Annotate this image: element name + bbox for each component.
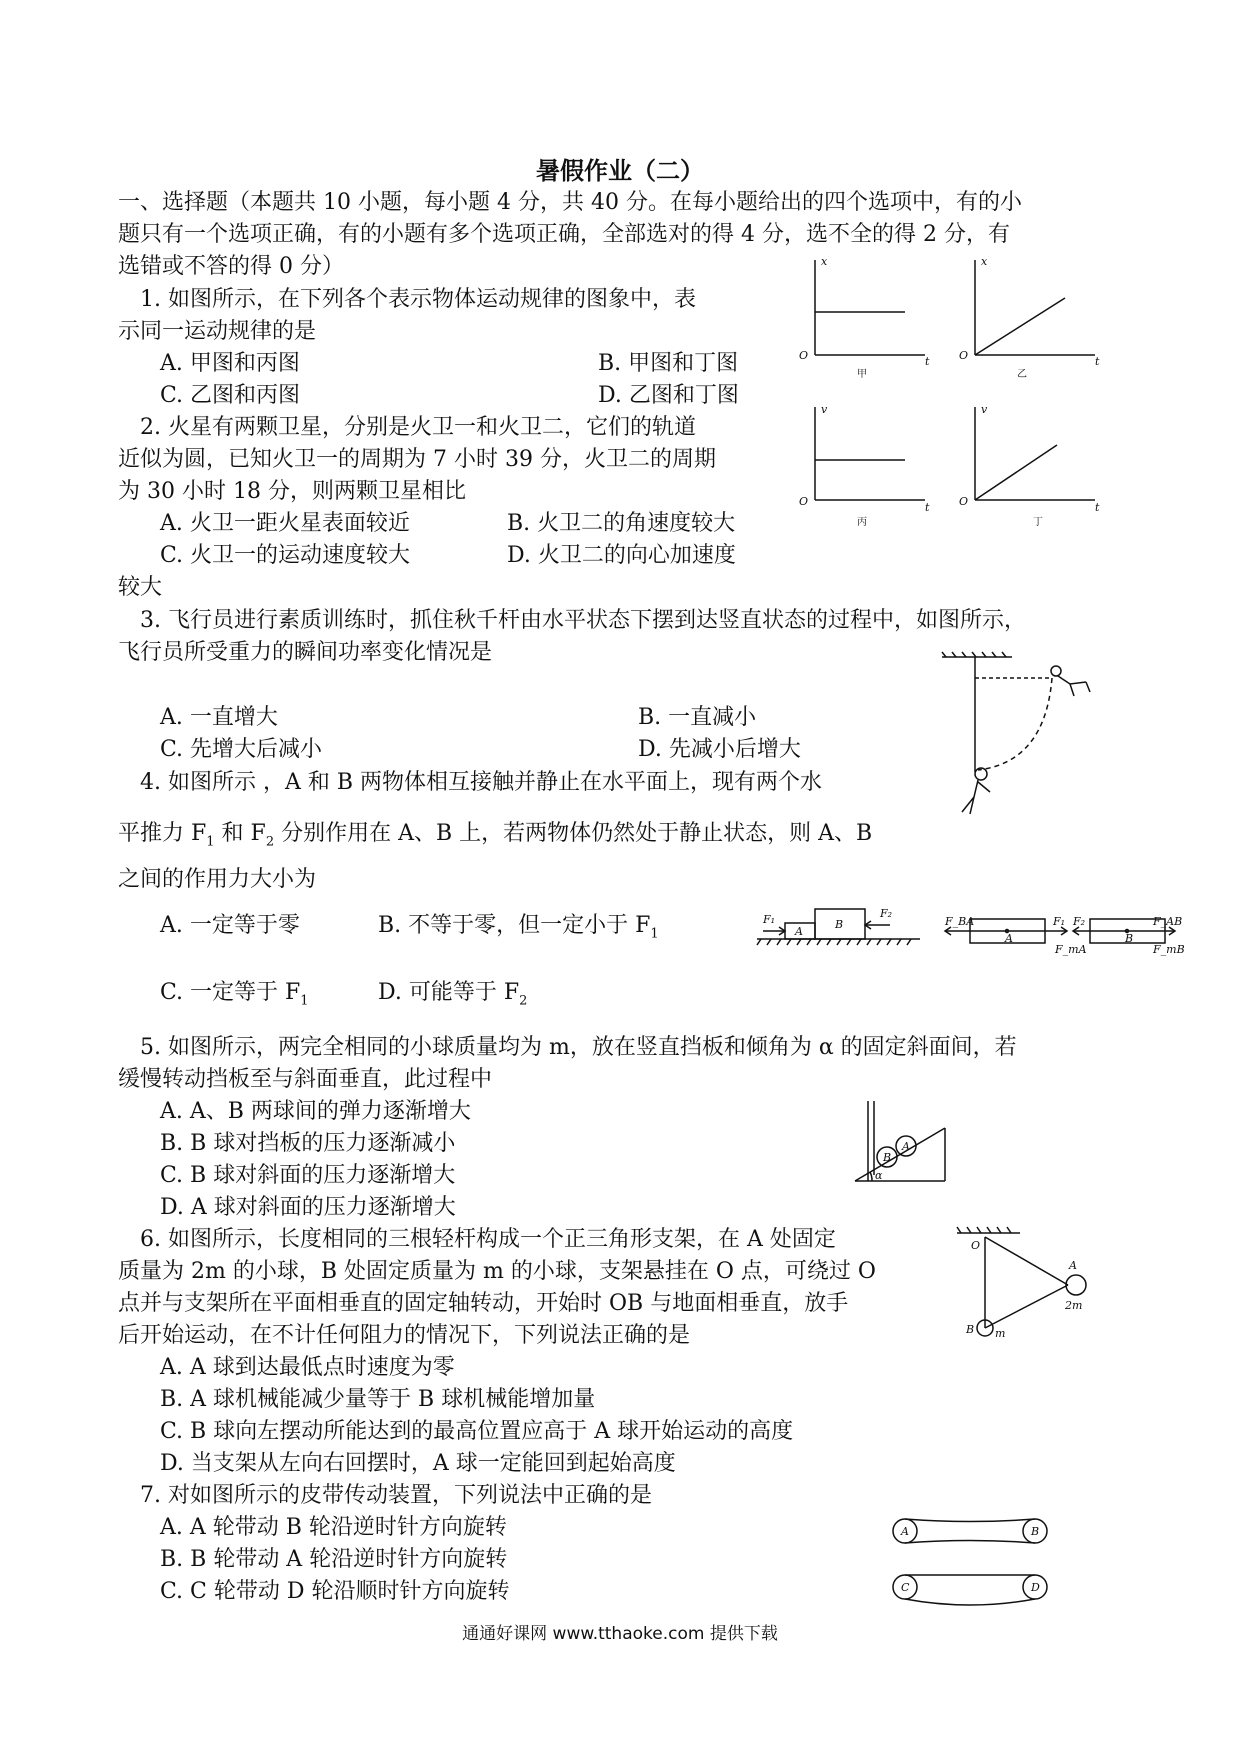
- alpha-label: α: [875, 1169, 883, 1182]
- graph-jia-label: 甲: [857, 369, 867, 380]
- pulley-b-label: B: [1031, 1525, 1040, 1538]
- q4-option-a: A. 一定等于零: [160, 913, 300, 938]
- fbd-a-label: A: [1005, 932, 1013, 945]
- q4-stem-line1: 4. 如图所示 ，A 和 B 两物体相互接触并静止在水平面上，现有两个水: [140, 770, 823, 795]
- ball-a-label: A: [902, 1140, 910, 1153]
- q5-option-d: D. A 球对斜面的压力逐渐增大: [160, 1195, 456, 1220]
- q1-motion-graphs-figure: [795, 255, 1125, 555]
- q3-option-c: C. 先增大后减小: [160, 737, 323, 762]
- q6-option-a: A. A 球到达最低点时速度为零: [160, 1355, 455, 1380]
- q5-stem-line2: 缓慢转动挡板至与斜面垂直，此过程中: [118, 1067, 493, 1092]
- q3-swing-figure: [940, 652, 1115, 822]
- q4-block-b-free-body: [1072, 915, 1185, 956]
- q4-blocks-figure: [755, 895, 1185, 965]
- graph-ding: [959, 403, 1100, 528]
- q3-option-b: B. 一直减小: [638, 705, 757, 730]
- ball-a-mass-label: 2m: [1065, 1299, 1083, 1312]
- q7-belt-drive-figure: [885, 1515, 1060, 1615]
- graph-bing-axis-t: t: [925, 501, 930, 514]
- fbd-b-f2-label: F₂: [1073, 915, 1086, 928]
- ball-b-mass-label: m: [995, 1327, 1006, 1340]
- graph-ding-origin: O: [959, 495, 969, 508]
- graph-yi-label: 乙: [1017, 369, 1027, 380]
- pilot-top-head-icon: [1051, 666, 1061, 676]
- q2-stem-line2: 近似为圆，已知火卫一的周期为 7 小时 39 分，火卫二的周期: [118, 447, 716, 472]
- q4-block-a-free-body: [944, 915, 1087, 956]
- q4-option-d: D. 可能等于 $F_2$: [378, 980, 528, 1009]
- q4-option-c: C. 一定等于 $F_1$: [160, 980, 309, 1009]
- section-intro-line2: 题只有一个选项正确，有的小题有多个选项正确，全部选对的得 4 分，选不全的得 2 分，有: [118, 222, 1010, 247]
- q2-option-d: D. 火卫二的向心加速度: [507, 543, 736, 568]
- graph-jia-axis-x: x: [821, 255, 828, 268]
- page-title: 暑假作业（二）: [536, 156, 704, 185]
- q4-stem-line2: 平推力 $F_1$ 和 $F_2$ 分别作用在 A、B 上，若两物体仍然处于静止状态，则 A、B: [118, 821, 873, 850]
- fbd-a-f1-label: F₁: [1053, 915, 1066, 928]
- q6-triangle-frame-figure: [955, 1225, 1095, 1350]
- force-f1-label: F₁: [763, 913, 776, 926]
- pivot-o-label: O: [971, 1239, 981, 1252]
- q3-option-d: D. 先减小后增大: [638, 737, 801, 762]
- belt-ab: [893, 1519, 1047, 1543]
- graph-jia-origin: O: [799, 349, 809, 362]
- fbd-b-fab-label: F_AB: [1153, 915, 1183, 928]
- ball-a-icon: [1066, 1275, 1086, 1295]
- section-intro-line1: 一、选择题（本题共 10 小题，每小题 4 分，共 40 分。在每小题给出的四个选项中，有的小: [118, 190, 1022, 215]
- q2-option-b: B. 火卫二的角速度较大: [507, 511, 736, 536]
- q4-option-b: B. 不等于零，但一定小于 $F_1$: [378, 913, 659, 942]
- q6-stem-line4: 后开始运动，在不计任何阻力的情况下，下列说法正确的是: [118, 1323, 691, 1348]
- q4-stem-line3: 之间的作用力大小为: [118, 867, 317, 892]
- fbd-a-fba-label: F_BA: [945, 915, 975, 928]
- q3-stem-line2: 飞行员所受重力的瞬间功率变化情况是: [118, 640, 493, 665]
- q1-option-b: B. 甲图和丁图: [598, 351, 739, 376]
- fbd-b-fm-label: F_mB: [1153, 943, 1185, 956]
- pulley-d-label: D: [1031, 1581, 1040, 1594]
- graph-bing-label: 丙: [857, 517, 867, 528]
- q6-option-d: D. 当支架从左向右回摆时，A 球一定能回到起始高度: [160, 1451, 676, 1476]
- graph-ding-axis-t: t: [1095, 501, 1100, 514]
- ball-b-label: B: [883, 1151, 892, 1164]
- q1-stem-line2: 示同一运动规律的是: [118, 319, 317, 344]
- belt-cd: [893, 1575, 1047, 1605]
- q6-stem-line3: 点并与支架所在平面相垂直的固定轴转动，开始时 OB 与地面相垂直，放手: [118, 1291, 849, 1316]
- fbd-b-label: B: [1125, 932, 1134, 945]
- q6-option-b: B. A 球机械能减少量等于 B 球机械能增加量: [160, 1387, 596, 1412]
- force-f2-label: F₂: [880, 907, 893, 920]
- graph-jia-axis-t: t: [925, 355, 930, 368]
- q1-stem-line1: 1. 如图所示，在下列各个表示物体运动规律的图象中，表: [140, 287, 696, 312]
- q6-stem-line2: 质量为 2m 的小球，B 处固定质量为 m 的小球，支架悬挂在 O 点，可绕过 O: [118, 1259, 876, 1284]
- ball-b-label: B: [966, 1323, 975, 1336]
- q2-option-a: A. 火卫一距火星表面较近: [160, 511, 410, 536]
- q2-stem-line3: 为 30 小时 18 分，则两颗卫星相比: [118, 479, 466, 504]
- fbd-a-fm-label: F_mA: [1055, 943, 1087, 956]
- q7-option-c: C. C 轮带动 D 轮沿顺时针方向旋转: [160, 1579, 510, 1604]
- block-b-label: B: [835, 918, 844, 931]
- q5-option-c: C. B 球对斜面的压力逐渐增大: [160, 1163, 456, 1188]
- q1-option-c: C. 乙图和丙图: [160, 383, 301, 408]
- q2-option-d-cont: 较大: [118, 575, 163, 600]
- graph-yi-axis-x: x: [981, 255, 988, 268]
- q1-option-a: A. 甲图和丙图: [160, 351, 300, 376]
- graph-bing: [799, 403, 930, 528]
- graph-yi-origin: O: [959, 349, 969, 362]
- section-intro-line3: 选错或不答的得 0 分）: [118, 254, 344, 279]
- q7-option-a: A. A 轮带动 B 轮沿逆时针方向旋转: [160, 1515, 507, 1540]
- q6-stem-line1: 6. 如图所示，长度相同的三根轻杆构成一个正三角形支架，在 A 处固定: [140, 1227, 836, 1252]
- q5-stem-line1: 5. 如图所示，两完全相同的小球质量均为 m，放在竖直挡板和倾角为 α 的固定斜面间，若: [140, 1035, 1017, 1060]
- graph-ding-label: 丁: [1033, 517, 1043, 528]
- graph-bing-origin: O: [799, 495, 809, 508]
- q5-slope-balls-figure: [850, 1093, 960, 1203]
- page-footer: 通通好课网 www.tthaoke.com 提供下载: [462, 1624, 778, 1644]
- q7-option-b: B. B 轮带动 A 轮沿逆时针方向旋转: [160, 1547, 508, 1572]
- ball-a-label: A: [1069, 1259, 1077, 1272]
- q1-option-d: D. 乙图和丁图: [598, 383, 739, 408]
- q4-blocks-on-floor: [757, 907, 920, 945]
- pulley-c-label: C: [901, 1581, 910, 1594]
- block-a-label: A: [795, 925, 803, 938]
- q3-stem-line1: 3. 飞行员进行素质训练时，抓住秋千杆由水平状态下摆到达竖直状态的过程中，如图所示，: [140, 608, 1026, 633]
- q5-option-b: B. B 球对挡板的压力逐渐减小: [160, 1131, 456, 1156]
- pulley-a-label: A: [901, 1525, 909, 1538]
- q2-stem-line1: 2. 火星有两颗卫星，分别是火卫一和火卫二，它们的轨道: [140, 415, 696, 440]
- graph-bing-axis-v: v: [821, 403, 828, 416]
- q6-option-c: C. B 球向左摆动所能达到的最高位置应高于 A 球开始运动的高度: [160, 1419, 794, 1444]
- graph-jia: [799, 255, 930, 380]
- graph-yi-axis-t: t: [1095, 355, 1100, 368]
- graph-yi: [959, 255, 1100, 380]
- q5-option-a: A. A、B 两球间的弹力逐渐增大: [160, 1099, 471, 1124]
- q3-option-a: A. 一直增大: [160, 705, 278, 730]
- q7-stem-line1: 7. 对如图所示的皮带传动装置，下列说法中正确的是: [140, 1483, 652, 1508]
- q2-option-c: C. 火卫一的运动速度较大: [160, 543, 411, 568]
- graph-ding-axis-v: v: [981, 403, 988, 416]
